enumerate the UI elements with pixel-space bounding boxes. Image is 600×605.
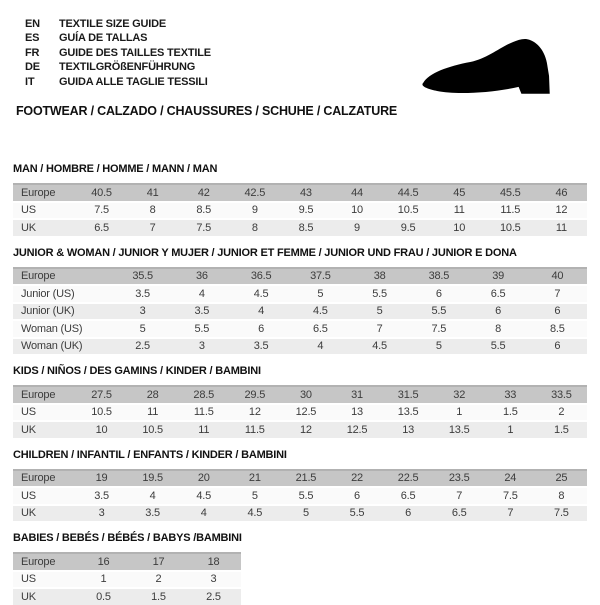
row-label: Europe	[21, 388, 56, 401]
table-row	[13, 269, 587, 285]
language-row	[13, 17, 587, 31]
language-label: GUÍA DE TALLAS	[59, 32, 148, 45]
size-cell: 6	[258, 322, 265, 335]
size-cell: 4.5	[196, 489, 212, 502]
size-cell: 4	[198, 287, 205, 300]
table-row	[13, 220, 587, 236]
section-title: CHILDREN / INFANTIL / ENFANTS / KINDER / BAMBINI	[13, 448, 287, 461]
size-cell: 13	[351, 406, 363, 419]
row-label: US	[21, 204, 36, 217]
language-label: GUIDE DES TAILLES TEXTILE	[59, 46, 211, 59]
language-label: TEXTILGRÖßENFÜHRUNG	[59, 61, 196, 74]
size-cell: 1.5	[151, 590, 166, 603]
size-cell: 3	[139, 305, 146, 318]
header	[0, 0, 600, 118]
size-cell: 11	[198, 423, 210, 436]
size-cell: 2	[155, 573, 162, 586]
row-label: Woman (US)	[21, 322, 83, 335]
table-row	[13, 488, 587, 504]
size-cell: 45	[453, 186, 466, 199]
size-cell: 7.5	[554, 507, 569, 520]
size-cell: 13.5	[448, 423, 470, 436]
size-cell: 22	[351, 472, 363, 485]
size-cell: 30	[300, 388, 312, 401]
size-cell: 12.5	[295, 406, 317, 419]
size-cell: 6.5	[400, 489, 416, 502]
category-line: FOOTWEAR / CALZADO / CHAUSSURES / SCHUHE / CALZATURE	[16, 104, 398, 119]
size-table-man	[13, 183, 587, 236]
size-cell: 0.5	[96, 590, 111, 603]
size-tables	[0, 163, 600, 605]
language-code: EN	[25, 18, 40, 30]
size-cell: 6.5	[451, 507, 467, 520]
size-cell: 19	[95, 472, 108, 485]
table-row	[13, 506, 587, 522]
size-cell: 1	[100, 573, 107, 586]
size-cell: 40.5	[91, 186, 112, 199]
size-cell: 32	[453, 388, 466, 401]
size-cell: 12	[300, 423, 312, 436]
size-cell: 8.5	[196, 204, 212, 217]
size-cell: 10.5	[397, 204, 419, 217]
section-title: JUNIOR & WOMAN / JUNIOR Y MUJER / JUNIOR ET FEMME / JUNIOR UND FRAU / JUNIOR E DONA	[13, 246, 517, 259]
size-cell: 3.5	[94, 489, 109, 502]
size-table-babies	[13, 552, 241, 605]
size-section-children	[13, 449, 587, 522]
size-cell: 8.5	[298, 221, 314, 234]
size-cell: 25	[555, 472, 568, 485]
size-cell: 2.5	[206, 590, 221, 603]
row-label: Europe	[21, 555, 56, 568]
size-cell: 39	[492, 270, 505, 283]
size-cell: 11.5	[500, 204, 521, 217]
size-cell: 11.5	[244, 423, 265, 436]
size-cell: 6	[495, 305, 502, 318]
size-cell: 41	[146, 186, 159, 199]
size-cell: 22.5	[397, 472, 419, 485]
size-cell: 12.5	[346, 423, 368, 436]
size-cell: 11	[147, 406, 159, 419]
table-row	[13, 203, 587, 219]
size-cell: 8	[558, 489, 565, 502]
size-cell: 21.5	[295, 472, 317, 485]
size-cell: 5	[302, 507, 309, 520]
size-cell: 10.5	[499, 221, 521, 234]
size-cell: 35.5	[132, 270, 153, 283]
size-cell: 36.5	[250, 270, 272, 283]
size-cell: 13.5	[397, 406, 419, 419]
row-label: UK	[21, 221, 36, 234]
section-title: KIDS / NIÑOS / DES GAMINS / KINDER / BAMBINI	[13, 365, 261, 378]
size-cell: 10	[351, 204, 363, 217]
size-cell: 42.5	[244, 186, 266, 199]
size-cell: 1	[507, 423, 514, 436]
size-cell: 33.5	[551, 388, 572, 401]
size-cell: 38.5	[428, 270, 450, 283]
size-table-children	[13, 469, 587, 522]
language-label: GUIDA ALLE TAGLIE TESSILI	[59, 75, 208, 88]
size-cell: 5	[435, 340, 442, 353]
size-cell: 4	[258, 305, 265, 318]
section-title: MAN / HOMBRE / HOMME / MANN / MAN	[13, 163, 218, 176]
size-cell: 7.5	[502, 489, 518, 502]
size-cell: 7.5	[196, 221, 212, 234]
size-cell: 21	[248, 472, 261, 485]
size-cell: 28	[146, 388, 159, 401]
size-cell: 44.5	[397, 186, 419, 199]
size-cell: 9.5	[400, 221, 416, 234]
size-cell: 4.5	[313, 305, 328, 318]
size-cell: 6	[435, 287, 442, 300]
size-cell: 1.5	[502, 406, 518, 419]
size-cell: 4	[317, 340, 324, 353]
size-cell: 17	[152, 555, 165, 568]
size-cell: 27.5	[91, 388, 112, 401]
size-cell: 8	[251, 221, 258, 234]
table-row	[13, 286, 587, 302]
table-row	[13, 572, 241, 588]
row-label: Junior (US)	[21, 287, 75, 300]
size-cell: 7	[507, 507, 514, 520]
size-cell: 7	[149, 221, 156, 234]
size-cell: 40	[551, 270, 564, 283]
size-cell: 42	[197, 186, 210, 199]
row-label: US	[21, 489, 36, 502]
size-cell: 7	[554, 287, 561, 300]
size-table-junior-woman	[13, 267, 587, 355]
size-cell: 3	[198, 340, 205, 353]
size-cell: 4	[200, 507, 207, 520]
size-cell: 10.5	[91, 406, 112, 419]
row-label: UK	[21, 590, 36, 603]
size-cell: 4.5	[253, 287, 269, 300]
table-row	[13, 339, 587, 355]
size-cell: 28.5	[193, 388, 215, 401]
size-cell: 12	[555, 204, 568, 217]
size-cell: 23.5	[448, 472, 470, 485]
size-cell: 7.5	[431, 322, 447, 335]
size-cell: 6	[554, 305, 561, 318]
size-cell: 6.5	[313, 322, 328, 335]
size-cell: 5.5	[490, 340, 506, 353]
table-row	[13, 471, 587, 487]
row-label: UK	[21, 507, 36, 520]
size-section-babies	[13, 532, 587, 605]
size-cell: 3.5	[194, 305, 210, 318]
size-cell: 5	[139, 322, 146, 335]
size-cell: 1.5	[554, 423, 569, 436]
size-cell: 2.5	[135, 340, 150, 353]
language-code: DE	[25, 61, 40, 74]
size-cell: 29.5	[244, 388, 266, 401]
size-cell: 5.5	[431, 305, 447, 318]
size-cell: 10	[95, 423, 108, 436]
row-label: US	[21, 406, 36, 419]
row-label: Woman (UK)	[21, 340, 83, 353]
row-label: UK	[21, 423, 36, 436]
size-cell: 12	[248, 406, 261, 419]
size-cell: 6.5	[94, 221, 109, 234]
size-cell: 4.5	[372, 340, 387, 353]
size-cell: 6	[405, 507, 412, 520]
size-cell: 9	[354, 221, 360, 234]
size-cell: 4.5	[247, 507, 263, 520]
size-cell: 33	[504, 388, 517, 401]
size-cell: 11.5	[193, 406, 214, 419]
size-cell: 38	[373, 270, 386, 283]
size-cell: 7	[376, 322, 383, 335]
size-cell: 5.5	[194, 322, 210, 335]
row-label: Europe	[21, 472, 56, 485]
language-code: ES	[25, 32, 40, 45]
size-cell: 10	[453, 221, 466, 234]
table-row	[13, 405, 587, 421]
language-code: FR	[25, 46, 40, 59]
table-row	[13, 387, 587, 403]
size-cell: 11	[555, 221, 567, 234]
size-section-man	[13, 163, 587, 236]
size-section-junior-woman	[13, 247, 587, 355]
table-row	[13, 321, 587, 337]
size-cell: 11	[453, 204, 465, 217]
size-cell: 4	[149, 489, 156, 502]
section-title: BABIES / BEBÉS / BÉBÉS / BABYS /BAMBINI	[13, 532, 242, 545]
size-cell: 16	[97, 555, 110, 568]
size-cell: 5.5	[372, 287, 387, 300]
size-cell: 46	[555, 186, 568, 199]
size-cell: 5.5	[298, 489, 314, 502]
size-cell: 5	[376, 305, 383, 318]
size-cell: 45.5	[499, 186, 521, 199]
size-cell: 3	[210, 573, 217, 586]
size-cell: 24	[504, 472, 517, 485]
size-cell: 13	[402, 423, 415, 436]
size-cell: 5	[251, 489, 258, 502]
language-label: TEXTILE SIZE GUIDE	[59, 18, 167, 30]
size-cell: 7.5	[94, 204, 109, 217]
row-label: Junior (UK)	[21, 305, 75, 318]
size-cell: 8	[149, 204, 156, 217]
size-cell: 3	[98, 507, 105, 520]
table-row	[13, 422, 587, 438]
size-cell: 9	[251, 204, 258, 217]
size-cell: 37.5	[310, 270, 331, 283]
size-cell: 8	[495, 322, 502, 335]
size-cell: 9.5	[298, 204, 314, 217]
size-cell: 5	[317, 287, 324, 300]
size-cell: 1	[456, 406, 463, 419]
size-cell: 2	[558, 406, 565, 419]
size-cell: 8.5	[550, 322, 565, 335]
size-cell: 18	[207, 555, 220, 568]
table-row	[13, 554, 241, 570]
shoe-icon	[396, 33, 586, 109]
size-table-kids	[13, 385, 587, 438]
size-cell: 19.5	[142, 472, 163, 485]
size-cell: 3.5	[135, 287, 150, 300]
size-cell: 44	[351, 186, 363, 199]
row-label: Europe	[21, 270, 56, 283]
language-code: IT	[25, 75, 35, 88]
table-row	[13, 589, 241, 605]
size-cell: 20	[197, 472, 210, 485]
size-section-kids	[13, 365, 587, 438]
table-row	[13, 185, 587, 201]
size-cell: 6	[554, 340, 561, 353]
row-label: US	[21, 573, 36, 586]
size-cell: 7	[456, 489, 463, 502]
size-cell: 10.5	[142, 423, 163, 436]
table-row	[13, 304, 587, 320]
size-cell: 31.5	[397, 388, 419, 401]
size-cell: 5.5	[349, 507, 365, 520]
size-cell: 43	[300, 186, 312, 199]
size-cell: 36	[195, 270, 208, 283]
size-cell: 6.5	[490, 287, 506, 300]
size-cell: 3.5	[145, 507, 160, 520]
row-label: Europe	[21, 186, 56, 199]
size-cell: 31	[351, 388, 363, 401]
size-cell: 6	[354, 489, 360, 502]
size-cell: 3.5	[253, 340, 269, 353]
